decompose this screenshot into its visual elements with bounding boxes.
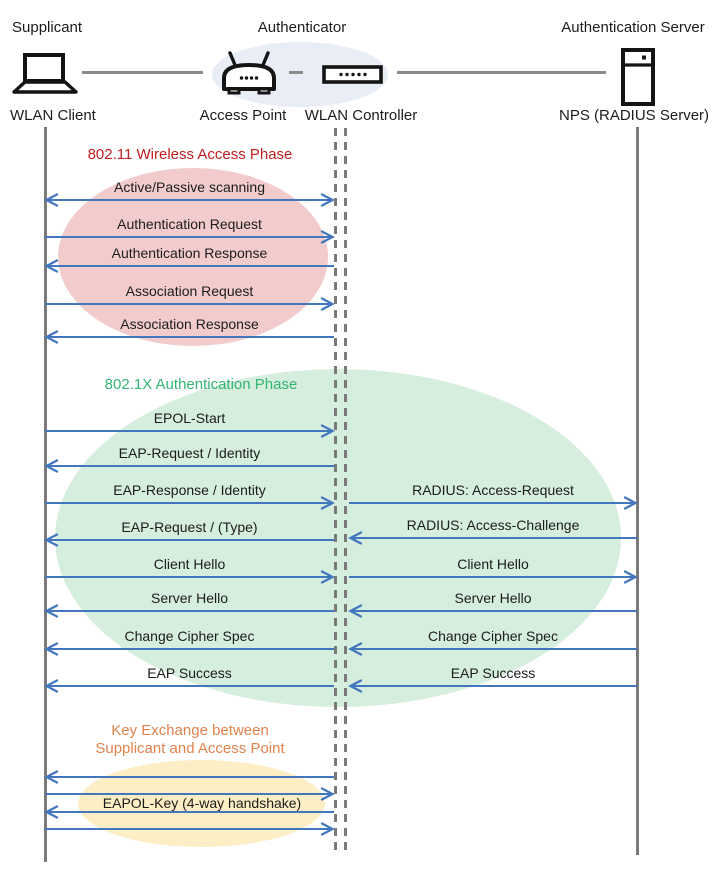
server-icon: [620, 48, 656, 106]
device-label-wlan-client: WLAN Client: [10, 107, 96, 124]
message-label: RADIUS: Access-Request: [412, 482, 574, 498]
lifeline-nps: [636, 127, 639, 855]
connector-ap-controller: [289, 71, 303, 74]
role-label-authentication-server: Authentication Server: [561, 19, 705, 36]
message-label: Association Request: [125, 283, 254, 299]
phase-title-key-exchange: [60, 722, 320, 758]
message-label: EPOL-Start: [153, 410, 226, 426]
message-label: Change Cipher Spec: [124, 628, 255, 644]
role-label-authenticator: Authenticator: [257, 19, 347, 36]
phase-title-key-exchange-line2: Supplicant and Access Point: [95, 740, 285, 757]
connector-client-ap: [82, 71, 203, 74]
message-label: Change Cipher Spec: [428, 628, 558, 644]
wlan-controller-icon: [322, 65, 383, 84]
message-label: EAP-Response / Identity: [113, 482, 266, 498]
message-label: Client Hello: [457, 556, 529, 572]
device-label-nps: NPS (RADIUS Server): [559, 107, 710, 124]
phase-title-key-exchange-line1: Key Exchange between: [111, 722, 269, 739]
message-label: Active/Passive scanning: [114, 179, 265, 195]
message-arrow: [45, 769, 334, 785]
role-label-supplicant: Supplicant: [12, 19, 83, 36]
laptop-icon: [12, 53, 78, 95]
message-label: Client Hello: [153, 556, 226, 572]
message-label: EAP Success: [147, 665, 232, 681]
message-label: EAP-Request / (Type): [121, 519, 258, 535]
message-label: Association Response: [120, 316, 259, 332]
lifeline-wlan-controller-right: [344, 128, 347, 854]
message-label: Authentication Response: [111, 245, 268, 261]
message-label: Server Hello: [150, 590, 229, 606]
message-label: Authentication Request: [117, 216, 262, 232]
message-label: EAP-Request / Identity: [118, 445, 261, 461]
message-label-eapol-key: EAPOL-Key (4-way handshake): [102, 795, 302, 811]
connector-controller-server: [397, 71, 606, 74]
device-label-access-point: Access Point: [199, 107, 287, 124]
message-label: Server Hello: [454, 590, 532, 606]
message-label: RADIUS: Access-Challenge: [406, 517, 580, 533]
device-label-wlan-controller: WLAN Controller: [304, 107, 418, 124]
phase-title-wireless-access: 802.11 Wireless Access Phase: [87, 146, 293, 163]
access-point-icon: [220, 50, 278, 96]
message-label: EAP Success: [450, 665, 536, 681]
phase-title-dot1x-authentication: 802.1X Authentication Phase: [104, 376, 298, 393]
message-arrow: [45, 821, 334, 837]
